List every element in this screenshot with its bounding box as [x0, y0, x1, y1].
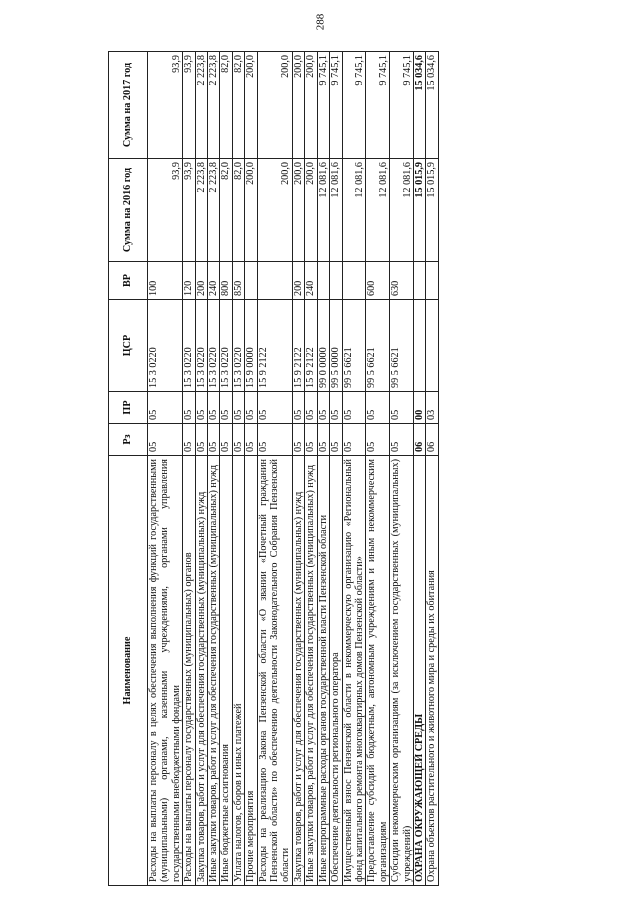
cell-sum-2016: 12 081,6 — [390, 159, 414, 262]
cell-name: Прочие мероприятия — [245, 456, 257, 886]
cell-vr — [413, 262, 425, 300]
cell-rz: 05 — [183, 424, 195, 456]
cell-sum-2017: 2 223,8 — [195, 52, 207, 159]
cell-pr: 05 — [220, 392, 232, 424]
cell-sum-2017: 82,0 — [232, 52, 244, 159]
cell-sum-2016: 200,0 — [257, 159, 292, 262]
cell-rz: 05 — [305, 424, 317, 456]
cell-sum-2017: 9 745,1 — [390, 52, 414, 159]
table-row — [148, 52, 183, 886]
cell-rz: 05 — [232, 424, 244, 456]
cell-name: Уплата налогов, сборов и иных платежей — [232, 456, 244, 886]
cell-csr — [413, 300, 425, 392]
header-csr: ЦСР — [109, 300, 148, 392]
cell-name: Иные закупки товаров, работ и услуг для обеспечения государственных (муниципальных) нужд — [208, 456, 220, 886]
cell-name: Иные непрограммные расходы органов государственной власти Пензенской области — [317, 456, 329, 886]
budget-table — [108, 51, 439, 886]
cell-name: Охрана объектов растительного и животного мира и среды их обитания — [426, 456, 438, 886]
cell-sum-2017: 9 745,1 — [366, 52, 390, 159]
table-row — [208, 52, 220, 886]
cell-name: Обеспечение деятельности регионального оператора — [330, 456, 342, 886]
cell-pr: 05 — [245, 392, 257, 424]
cell-name: Иные закупки товаров, работ и услуг для обеспечения государственных (муниципальных) нужд — [305, 456, 317, 886]
table-row — [245, 52, 257, 886]
cell-sum-2016: 12 081,6 — [330, 159, 342, 262]
table-row — [330, 52, 342, 886]
cell-vr — [330, 262, 342, 300]
cell-sum-2017: 200,0 — [305, 52, 317, 159]
cell-rz: 06 — [426, 424, 438, 456]
table-row — [220, 52, 232, 886]
cell-sum-2016: 200,0 — [245, 159, 257, 262]
cell-rz: 05 — [390, 424, 414, 456]
cell-name: ОХРАНА ОКРУЖАЮЩЕЙ СРЕДЫ — [413, 456, 425, 886]
cell-rz: 05 — [148, 424, 183, 456]
table-row — [305, 52, 317, 886]
cell-sum-2016: 12 081,6 — [317, 159, 329, 262]
cell-pr: 05 — [342, 392, 366, 424]
table-row — [390, 52, 414, 886]
cell-sum-2017: 9 745,1 — [342, 52, 366, 159]
cell-csr: 99 5 6621 — [366, 300, 390, 392]
cell-name: Расходы на выплаты персоналу государственных (муниципальных) органов — [183, 456, 195, 886]
cell-sum-2017: 9 745,1 — [317, 52, 329, 159]
cell-vr — [257, 262, 292, 300]
cell-pr: 05 — [208, 392, 220, 424]
cell-name: Субсидии некоммерческим организациям (за исключением государственных (муниципальных) учреждений) — [390, 456, 414, 886]
cell-name: Закупка товаров, работ и услуг для обеспечения государственных (муниципальных) нужд — [195, 456, 207, 886]
header-name: Наименование — [109, 456, 148, 886]
table-row — [413, 52, 425, 886]
rotated-table-container — [108, 52, 568, 886]
cell-csr: 99 5 6621 — [390, 300, 414, 392]
cell-rz: 05 — [366, 424, 390, 456]
cell-name: Имущественный взнос Пензенской области в некоммерческую организацию «Региональный фонд капитального ремонта многоквартирных домов Пензенской области» — [342, 456, 366, 886]
cell-sum-2017: 15 034,6 — [426, 52, 438, 159]
table-row — [232, 52, 244, 886]
cell-sum-2017: 200,0 — [245, 52, 257, 159]
page-number-container — [0, 12, 640, 30]
cell-vr: 240 — [208, 262, 220, 300]
cell-sum-2016: 93,9 — [148, 159, 183, 262]
header-pr: ПР — [109, 392, 148, 424]
cell-rz: 05 — [220, 424, 232, 456]
cell-csr — [426, 300, 438, 392]
table-row — [257, 52, 292, 886]
cell-sum-2016: 200,0 — [292, 159, 304, 262]
cell-csr: 15 9 0000 — [245, 300, 257, 392]
cell-pr: 03 — [426, 392, 438, 424]
cell-pr: 05 — [148, 392, 183, 424]
cell-rz: 05 — [208, 424, 220, 456]
cell-vr: 120 — [183, 262, 195, 300]
cell-csr: 15 9 2122 — [257, 300, 292, 392]
cell-pr: 05 — [366, 392, 390, 424]
header-sum-2016: Сумма на 2016 год — [109, 159, 148, 262]
cell-sum-2017: 82,0 — [220, 52, 232, 159]
cell-vr: 100 — [148, 262, 183, 300]
header-rz: Рз — [109, 424, 148, 456]
cell-sum-2016: 2 223,8 — [208, 159, 220, 262]
table-row — [195, 52, 207, 886]
table-row — [183, 52, 195, 886]
cell-csr: 15 3 0220 — [208, 300, 220, 392]
cell-name: Расходы на реализацию Закона Пензенской области «О звании «Почетный гражданин Пензенской области» по обеспечению деятельности Законодательного Собрания Пензенской области — [257, 456, 292, 886]
cell-pr: 05 — [232, 392, 244, 424]
cell-csr: 99 5 0000 — [330, 300, 342, 392]
cell-sum-2017: 15 034,6 — [413, 52, 425, 159]
header-sum-2017: Сумма на 2017 год — [109, 52, 148, 159]
cell-csr: 15 3 0220 — [148, 300, 183, 392]
cell-name: Иные бюджетные ассигнования — [220, 456, 232, 886]
page-number: 288 — [314, 13, 326, 31]
cell-sum-2016: 12 081,6 — [342, 159, 366, 262]
cell-csr: 99 5 6621 — [342, 300, 366, 392]
cell-vr — [426, 262, 438, 300]
cell-pr: 05 — [305, 392, 317, 424]
cell-pr: 05 — [390, 392, 414, 424]
cell-vr: 200 — [292, 262, 304, 300]
cell-rz: 05 — [245, 424, 257, 456]
cell-pr: 05 — [317, 392, 329, 424]
cell-sum-2017: 2 223,8 — [208, 52, 220, 159]
cell-name: Предоставление субсидий бюджетным, автономным учреждениям и иным некоммерческим организациям — [366, 456, 390, 886]
cell-pr: 05 — [195, 392, 207, 424]
cell-pr: 05 — [257, 392, 292, 424]
table-row — [426, 52, 438, 886]
cell-sum-2016: 12 081,6 — [366, 159, 390, 262]
cell-csr: 15 3 0220 — [195, 300, 207, 392]
cell-csr: 15 9 2122 — [292, 300, 304, 392]
cell-sum-2017: 93,9 — [183, 52, 195, 159]
cell-sum-2016: 93,9 — [183, 159, 195, 262]
cell-rz: 05 — [257, 424, 292, 456]
cell-name: Закупка товаров, работ и услуг для обеспечения государственных (муниципальных) нужд — [292, 456, 304, 886]
table-row — [366, 52, 390, 886]
cell-rz: 05 — [317, 424, 329, 456]
cell-vr: 850 — [232, 262, 244, 300]
cell-sum-2016: 15 015,9 — [426, 159, 438, 262]
cell-sum-2017: 200,0 — [292, 52, 304, 159]
table-row — [342, 52, 366, 886]
cell-csr: 15 3 0220 — [183, 300, 195, 392]
cell-pr: 05 — [183, 392, 195, 424]
cell-vr — [342, 262, 366, 300]
table-body — [148, 52, 439, 886]
cell-sum-2016: 82,0 — [220, 159, 232, 262]
cell-pr: 05 — [292, 392, 304, 424]
cell-csr: 15 3 0220 — [232, 300, 244, 392]
cell-vr: 200 — [195, 262, 207, 300]
cell-rz: 05 — [292, 424, 304, 456]
cell-sum-2016: 200,0 — [305, 159, 317, 262]
cell-pr: 05 — [330, 392, 342, 424]
cell-csr: 15 3 0220 — [220, 300, 232, 392]
cell-vr: 240 — [305, 262, 317, 300]
cell-csr: 99 0 0000 — [317, 300, 329, 392]
cell-vr: 800 — [220, 262, 232, 300]
cell-sum-2017: 93,9 — [148, 52, 183, 159]
cell-rz: 05 — [342, 424, 366, 456]
cell-name: Расходы на выплаты персоналу в целях обеспечения выполнения функций государственными (муниципальными) органами, казенными учреждениями, органами управления государственными внебюджетными фондами — [148, 456, 183, 886]
cell-rz: 05 — [195, 424, 207, 456]
cell-vr: 600 — [366, 262, 390, 300]
cell-sum-2016: 15 015,9 — [413, 159, 425, 262]
cell-sum-2016: 82,0 — [232, 159, 244, 262]
cell-sum-2017: 9 745,1 — [330, 52, 342, 159]
cell-pr: 00 — [413, 392, 425, 424]
cell-rz: 05 — [330, 424, 342, 456]
table-header-row — [109, 52, 148, 886]
table-row — [317, 52, 329, 886]
cell-sum-2016: 2 223,8 — [195, 159, 207, 262]
cell-rz: 06 — [413, 424, 425, 456]
header-vr: ВР — [109, 262, 148, 300]
cell-vr: 630 — [390, 262, 414, 300]
cell-sum-2017: 200,0 — [257, 52, 292, 159]
cell-csr: 15 9 2122 — [305, 300, 317, 392]
cell-vr — [245, 262, 257, 300]
table-row — [292, 52, 304, 886]
cell-vr — [317, 262, 329, 300]
